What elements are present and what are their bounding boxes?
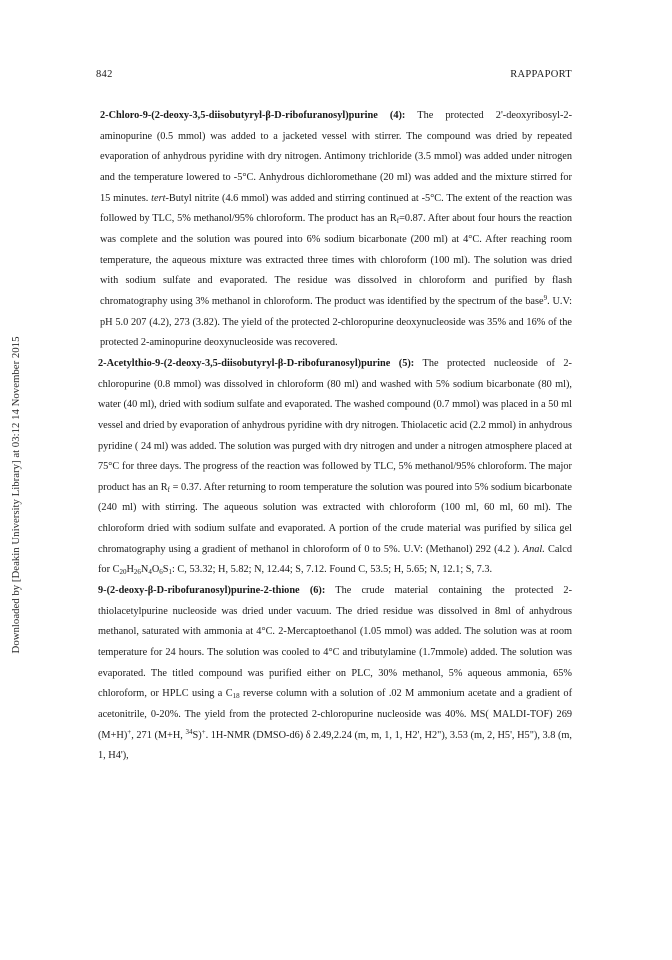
text: =0.87. After about four hours the reaction was complete and the solution was poured into 6% sodium bicarbonate (200 ml) at 4°C. After reaching room temperature, the aqueous mixture was extracted three times with chloroform (100 ml). The solution was dried with sodium sulfate and evaporated. The residue was dissolved in chloroform and purified by flash chromatography using 3% methanol in chloroform. The product was identified by the spectrum of the base (100, 213, 572, 307)
text: -Butyl nitrite (4.6 mmol) was added and stirring continued at -5°C. The extent of the reaction was followed by TLC, 5% methanol/95% chloroform. The product has an R (100, 192, 573, 225)
formula-subscript: 4 (148, 568, 152, 577)
text: The crude material containing the protected 2-thiolacetylpurine nucleoside was dried under vacuum. The dried residue was dissolved in 8ml of anhydrous methanol, saturated with ammonia at 4°C. 2-Mercaptoethanol (1.05 mmol) was added. The solution was at room temperature for 24 hours. The solution was cooled to 4°C and tributylamine (1.7mmole) added. The solution was evaporated. The titled compound was purified either on PLC, 30% methanol, 5% aqueous ammonia, 65% chloroform, or HPLC using a C (98, 585, 572, 700)
text: Calcd for C (98, 543, 572, 576)
paragraph-compound-5 (98, 354, 572, 581)
download-watermark-text: Downloaded by [Deakin University Library] at 03:12 14 November 2015 (10, 336, 22, 654)
formula-subscript: 26 (133, 568, 141, 577)
reference-marker: 9 (543, 293, 548, 302)
paragraph-compound-6 (98, 581, 572, 767)
formula-subscript: 1 (168, 568, 172, 577)
heading-compound-5: 2-Acetylthio-9-(2-deoxy-3,5-diisobutyryl-β-D-ribofuranosyl)purine (5): (98, 357, 415, 369)
italic-anal: Anal. (522, 543, 545, 555)
running-head: RAPPAPORT (510, 69, 572, 80)
formula-element: N (140, 564, 149, 576)
text: The protected 2'-deoxyribosyl-2-aminopurine (0.5 mmol) was added to a jacketed vessel with stirrer. The compound was dried by repeated evaporation of anhydrous pyridine with dry nitrogen. Antimony trichloride (3.5 mmol) was added under nitrogen and the temperature lowered to -5°C. Anhydrous dichloromethane (20 ml) was added and the mixture stirred for 15 minutes. (100, 110, 572, 204)
text: , 271 (M+H, (131, 729, 186, 741)
text: = 0.37. After returning to room temperature the solution was poured into 5% sodium bicarbonate (240 ml) with stirring. The aqueous solution was extracted with chloroform (100 ml, 60 ml, 60 ml). The chloroform dried with sodium sulfate and evaporated. A portion of the crude material was purified by silica gel chromatography using a gradient of methanol in chloroform of 0 to 5%. U.V: (Methanol) 292 (4.2 ). (98, 481, 572, 555)
heading-compound-6: 9-(2-deoxy-β-D-ribofuranosyl)purine-2-thione (6): (98, 585, 326, 597)
download-watermark (6, 300, 26, 690)
article-body (98, 106, 572, 767)
italic-tert: tert (151, 192, 166, 204)
text: S) (192, 729, 202, 741)
text: reverse column with a solution of .02 M ammonium acetate and a gradient of acetonitrile, 0-20%. The yield from the protected 2-chloropurine nucleoside was 40%. MS( MALDI-TOF) 269 (M+H) (98, 688, 572, 741)
formula-element: H (126, 564, 134, 576)
heading-compound-4: 2-Chloro-9-(2-deoxy-3,5-diisobutyryl-β-D-ribofuranosyl)purine (4): (100, 110, 406, 121)
subscript: 18 (232, 692, 240, 701)
paragraph-compound-4 (98, 106, 572, 354)
page-number: 842 (96, 69, 113, 80)
superscript: + (127, 727, 132, 736)
isotope-superscript: 34 (185, 727, 193, 736)
formula-element: S (162, 564, 169, 576)
formula-subscript: 6 (159, 568, 163, 577)
formula-element: O (151, 564, 160, 576)
text: The protected nucleoside of 2-chloropurine (0.8 mmol) was dissolved in chloroform (80 ml) and washed with 5% sodium bicarbonate (80 ml), water (40 ml), dried with sodium sulfate and evaporated. The washed compound (0.7 mmol) was placed in a 50 ml vessel and dried by evaporation of anhydrous pyridine with dry nitrogen. Thiolacetic acid (2.2 mmol) in anhydrous pyridine ( 24 ml) was added. The solution was purged with dry nitrogen and under a nitrogen atmosphere placed at 75°C for three days. The progress of the reaction was followed by TLC, 5% methanol/95% chloroform. The major product has an R (98, 357, 572, 493)
subscript: f (167, 485, 170, 494)
text: : C, 53.32; H, 5.82; N, 12.44; S, 7.12. Found C, 53.5; H, 5.65; N, 12.1; S, 7.3. (172, 564, 493, 576)
text: . U.V: pH 5.0 207 (4.2), 273 (3.82). The yield of the protected 2-chloropurine deoxynucleoside was 35% and 16% of the protected 2-aminopurine deoxynucleoside was recovered. (100, 295, 572, 349)
subscript: f (396, 217, 400, 226)
formula-subscript: 20 (119, 568, 127, 577)
superscript: + (201, 727, 206, 736)
text: . 1H-NMR (DMSO-d6) δ 2.49,2.24 (m, m, 1, 1, H2', H2"), 3.53 (m, 2, H5', H5"), 3.8 (m, 1, H4'), (98, 729, 572, 762)
